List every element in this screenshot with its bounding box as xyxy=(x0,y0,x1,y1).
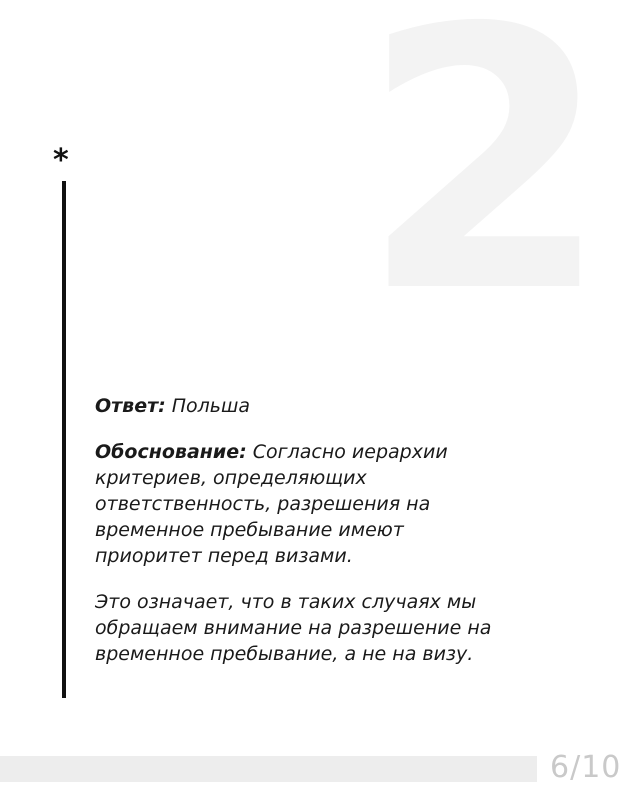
reason-text: Согласно иерархии критериев, определяющих ответственность, разрешения на временное пребывание имеют приоритет перед визами. xyxy=(95,441,448,567)
note-paragraph: Это означает, что в таких случаях мы обращаем внимание на разрешение на временное пребывание, а не на визу. xyxy=(95,591,492,665)
reason-paragraph xyxy=(95,439,505,569)
page-counter: 6/10 xyxy=(550,750,622,785)
answer-paragraph xyxy=(95,393,535,419)
accent-vertical-line xyxy=(62,181,66,698)
progress-bar xyxy=(0,756,537,782)
answer-label: Ответ: xyxy=(95,395,166,417)
slide-number-watermark: 2 xyxy=(360,0,611,371)
asterisk-icon: * xyxy=(53,143,69,178)
answer-content xyxy=(95,393,535,667)
answer-text: Польша xyxy=(165,395,251,417)
reason-label: Обоснование: xyxy=(95,441,247,463)
